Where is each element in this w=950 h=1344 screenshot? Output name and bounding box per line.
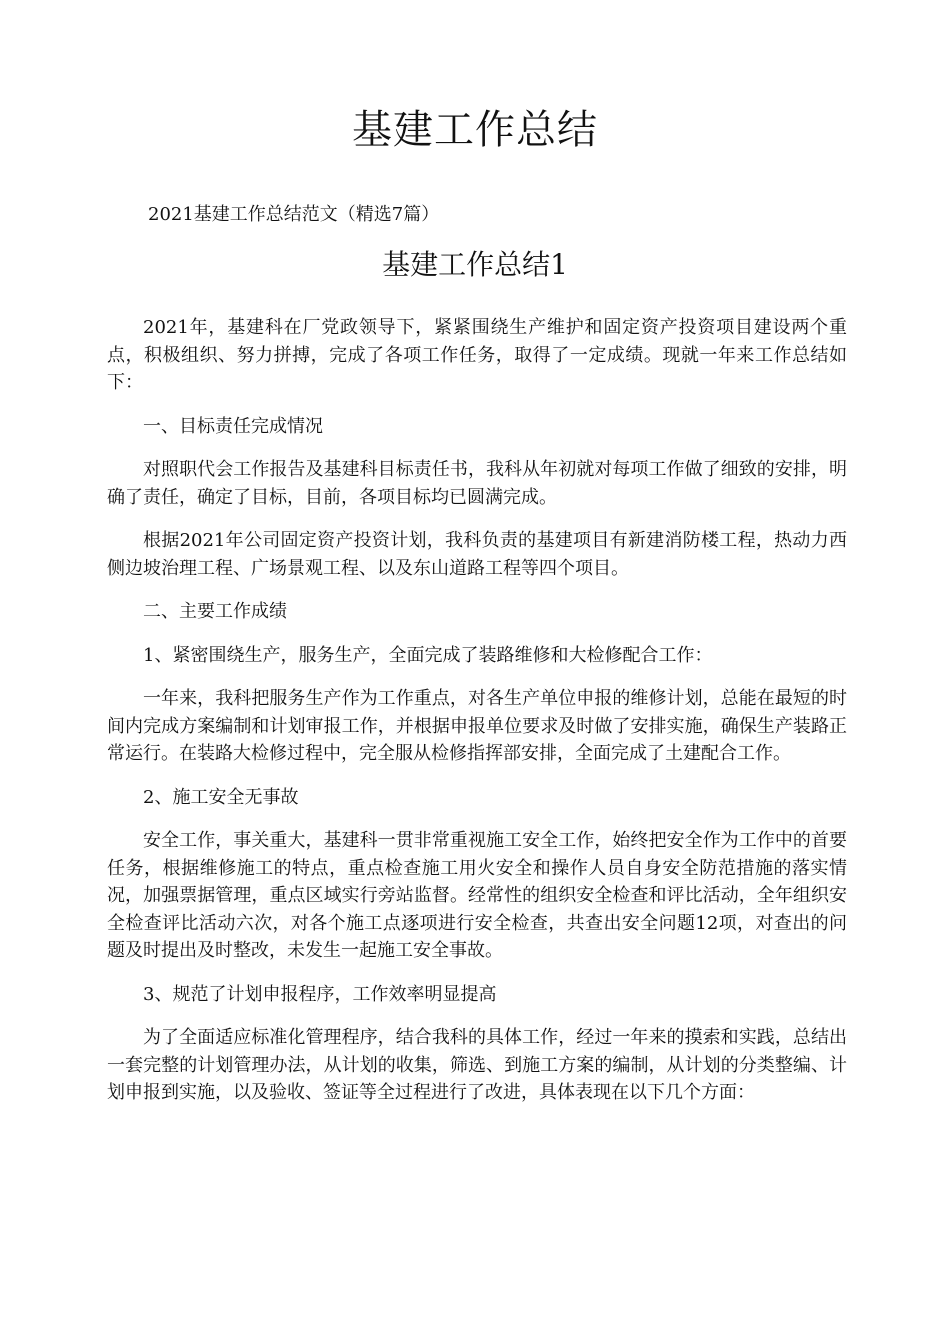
paragraph-planning: 为了全面适应标准化管理程序，结合我科的具体工作，经过一年来的摸索和实践，总结出一套完整的计划管理办法，从计划的收集，筛选、到施工方案的编制，从计划的分类整编、计划申报到实施，以及验收、签证等全过程进行了改进，具体表现在以下几个方面： (107, 1027, 847, 1103)
paragraph-intro: 2021年，基建科在厂党政领导下，紧紧围绕生产维护和固定资产投资项目建设两个重点，积极组织、努力拼搏，完成了各项工作任务，取得了一定成绩。现就一年来工作总结如下： (107, 317, 847, 393)
paragraph-service-production: 一年来，我科把服务生产作为工作重点，对各生产单位申报的维修计划，总能在最短的时间内完成方案编制和计划审报工作，并根据申报单位要求及时做了安排实施，确保生产装路正常运行。在装路大检修过程中，完全服从检修指挥部安排，全面完成了土建配合工作。 (107, 688, 847, 764)
paragraph-safety: 安全工作，事关重大，基建科一贯非常重视施工安全工作，始终把安全作为工作中的首要任务，根据维修施工的特点，重点检查施工用火安全和操作人员自身安全防范措施的落实情况，加强票据管理，重点区域实行旁站监督。经常性的组织安全检查和评比活动，全年组织安全检查评比活动六次，对各个施工点逐项进行安全检查，共查出安全问题12项，对查出的问题及时提出及时整改，未发生一起施工安全事故。 (107, 830, 847, 961)
document-subtitle: 2021基建工作总结范文（精选7篇） (148, 204, 440, 225)
section-title: 基建工作总结1 (382, 248, 568, 281)
subheading-planning: 3、规范了计划申报程序，工作效率明显提高 (143, 983, 497, 1005)
heading-achievements: 二、主要工作成绩 (143, 601, 287, 622)
document-title: 基建工作总结 (352, 107, 598, 153)
paragraph-targets-2: 根据2021年公司固定资产投资计划，我科负责的基建项目有新建消防楼工程，热动力西侧边坡治理工程、广场景观工程、以及东山道路工程等四个项目。 (107, 530, 847, 579)
subheading-safety: 2、施工安全无事故 (143, 786, 299, 808)
document-body (107, 314, 847, 1123)
paragraph-targets-1: 对照职代会工作报告及基建科目标责任书，我科从年初就对每项工作做了细致的安排，明确了责任，确定了目标，目前，各项目标均已圆满完成。 (107, 459, 847, 508)
heading-targets: 一、目标责任完成情况 (143, 415, 323, 437)
subheading-service-production: 1、紧密围绕生产，服务生产，全面完成了装路维修和大检修配合工作： (143, 644, 713, 666)
